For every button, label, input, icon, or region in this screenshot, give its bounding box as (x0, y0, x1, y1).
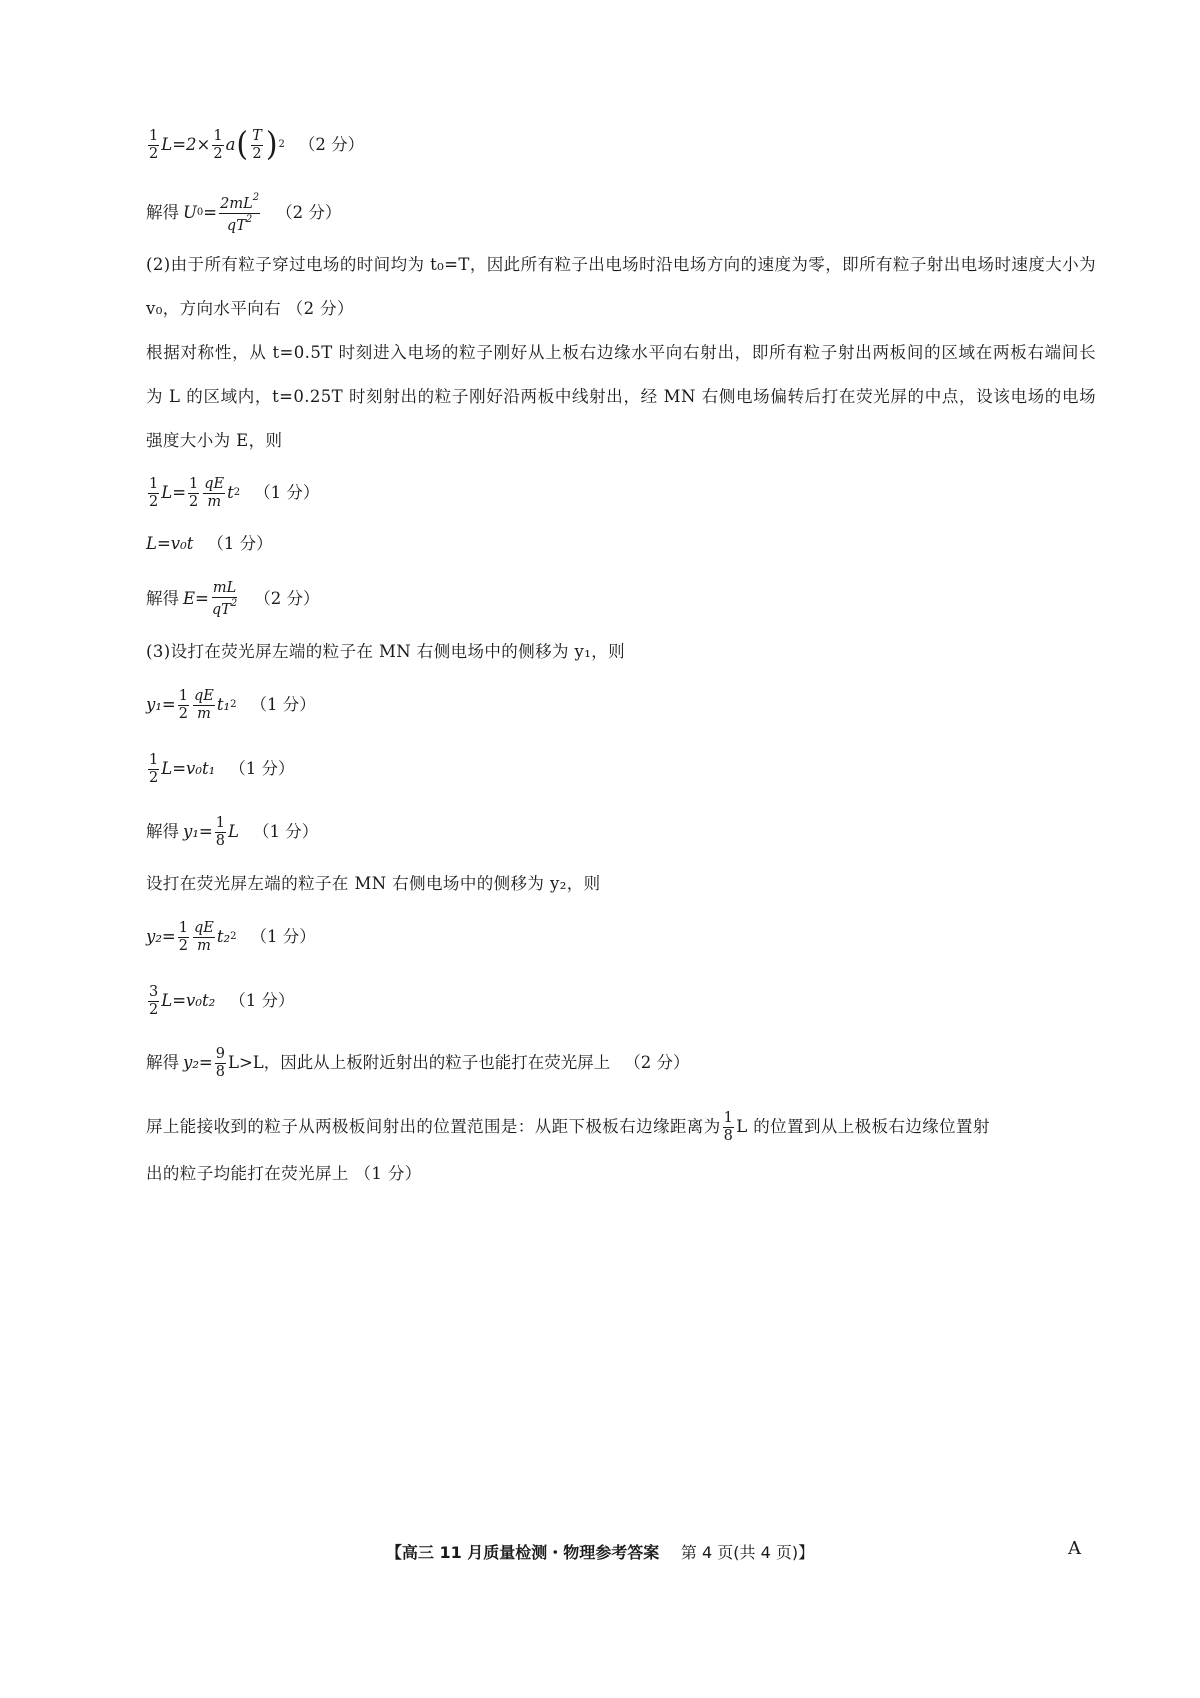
score: （1 分） (207, 534, 273, 553)
score: （1 分） (229, 758, 295, 778)
score: （2 分） (298, 134, 365, 154)
page-number: 第 4 页(共 4 页)】 (680, 1543, 815, 1562)
conclusion-line-1: 屏上能接收到的粒子从两极板间射出的位置范围是：从距下极板右边缘距离为 $\frac{1}{8}$ L 的位置到从上极板右边缘位置射 (146, 1110, 990, 1144)
score: （1 分） (250, 926, 316, 946)
paragraph-y2: 设打在荧光屏左端的粒子在 MN 右侧电场中的侧移为 y₂，则 (146, 874, 601, 893)
version-mark: A (1068, 1538, 1081, 1559)
equation-11: 解得 y₂= $\frac{9}{8}$ L>L，因此从上板附近射出的粒子也能打在荧光屏上 （2 分） (146, 1046, 690, 1080)
score: （2 分） (624, 1052, 690, 1072)
paragraph-part3: (3)设打在荧光屏左端的粒子在 MN 右侧电场中的侧移为 y₁，则 (146, 642, 626, 661)
equation-10: $\frac{3}{2}$ L=v₀t₂ （1 分） (149, 984, 295, 1018)
equation-6: y₁= $\frac{1}{2}$ $\frac{qE}{m}$ t₁ 2 （1 分） (146, 688, 316, 722)
fraction-half: $\frac{1}{2}$ (149, 128, 159, 162)
fraction: $\frac{2mL^2}{qT^2}$ (220, 192, 260, 234)
equation-3: $\frac{1}{2}$ L= $\frac{1}{2}$ $\frac{qE}{m}$ t 2 （1 分） (149, 476, 320, 510)
equation-8: 解得 y₁= $\frac{1}{8}$ L （1 分） (146, 815, 319, 849)
equation-1: $\frac{1}{2}$ L=2× $\frac{1}{2}$ a ( $\frac{T}{2}$ ) 2 （2 分） (149, 125, 365, 164)
score: （1 分） (229, 990, 295, 1010)
equation-4: L=v₀t （1 分） (146, 534, 273, 553)
equation-9: y₂= $\frac{1}{2}$ $\frac{qE}{m}$ t₂ 2 （1 分） (146, 920, 316, 954)
score: （2 分） (276, 202, 342, 222)
equation-5: 解得 E= $\frac{mL}{qT^2}$ （2 分） (146, 580, 320, 618)
paragraph-symmetry: 根据对称性，从 t=0.5T 时刻进入电场的粒子刚好从上板右边缘水平向右射出，即所有粒子射出两板间的区域在两板右端间长为 L 的区域内，t=0.25T 时刻射出的粒子刚好沿两板中线射出，经 MN 右侧电场偏转后打在荧光屏的中点，设该电场的电场强度大小为 E，则 (146, 343, 1096, 450)
score: （1 分） (250, 694, 316, 714)
score: （2 分） (254, 588, 320, 608)
score: （1 分） (252, 821, 319, 841)
score: （1 分） (254, 482, 320, 502)
equation-7: $\frac{1}{2}$ L=v₀t₁ （1 分） (149, 752, 295, 786)
paragraph-part2: (2)由于所有粒子穿过电场的时间均为 t₀=T，因此所有粒子出电场时沿电场方向的速度为零，即所有粒子射出电场时速度大小为 v₀，方向水平向右 （2 分） (146, 255, 1096, 318)
page-footer: 【高三 11 月质量检测・物理参考答案 第 4 页(共 4 页)】 (385, 1543, 815, 1562)
conclusion-line-2: 出的粒子均能打在荧光屏上 （1 分） (146, 1164, 422, 1183)
equation-2: 解得 U 0 = $\frac{2mL^2}{qT^2}$ （2 分） (146, 192, 342, 234)
